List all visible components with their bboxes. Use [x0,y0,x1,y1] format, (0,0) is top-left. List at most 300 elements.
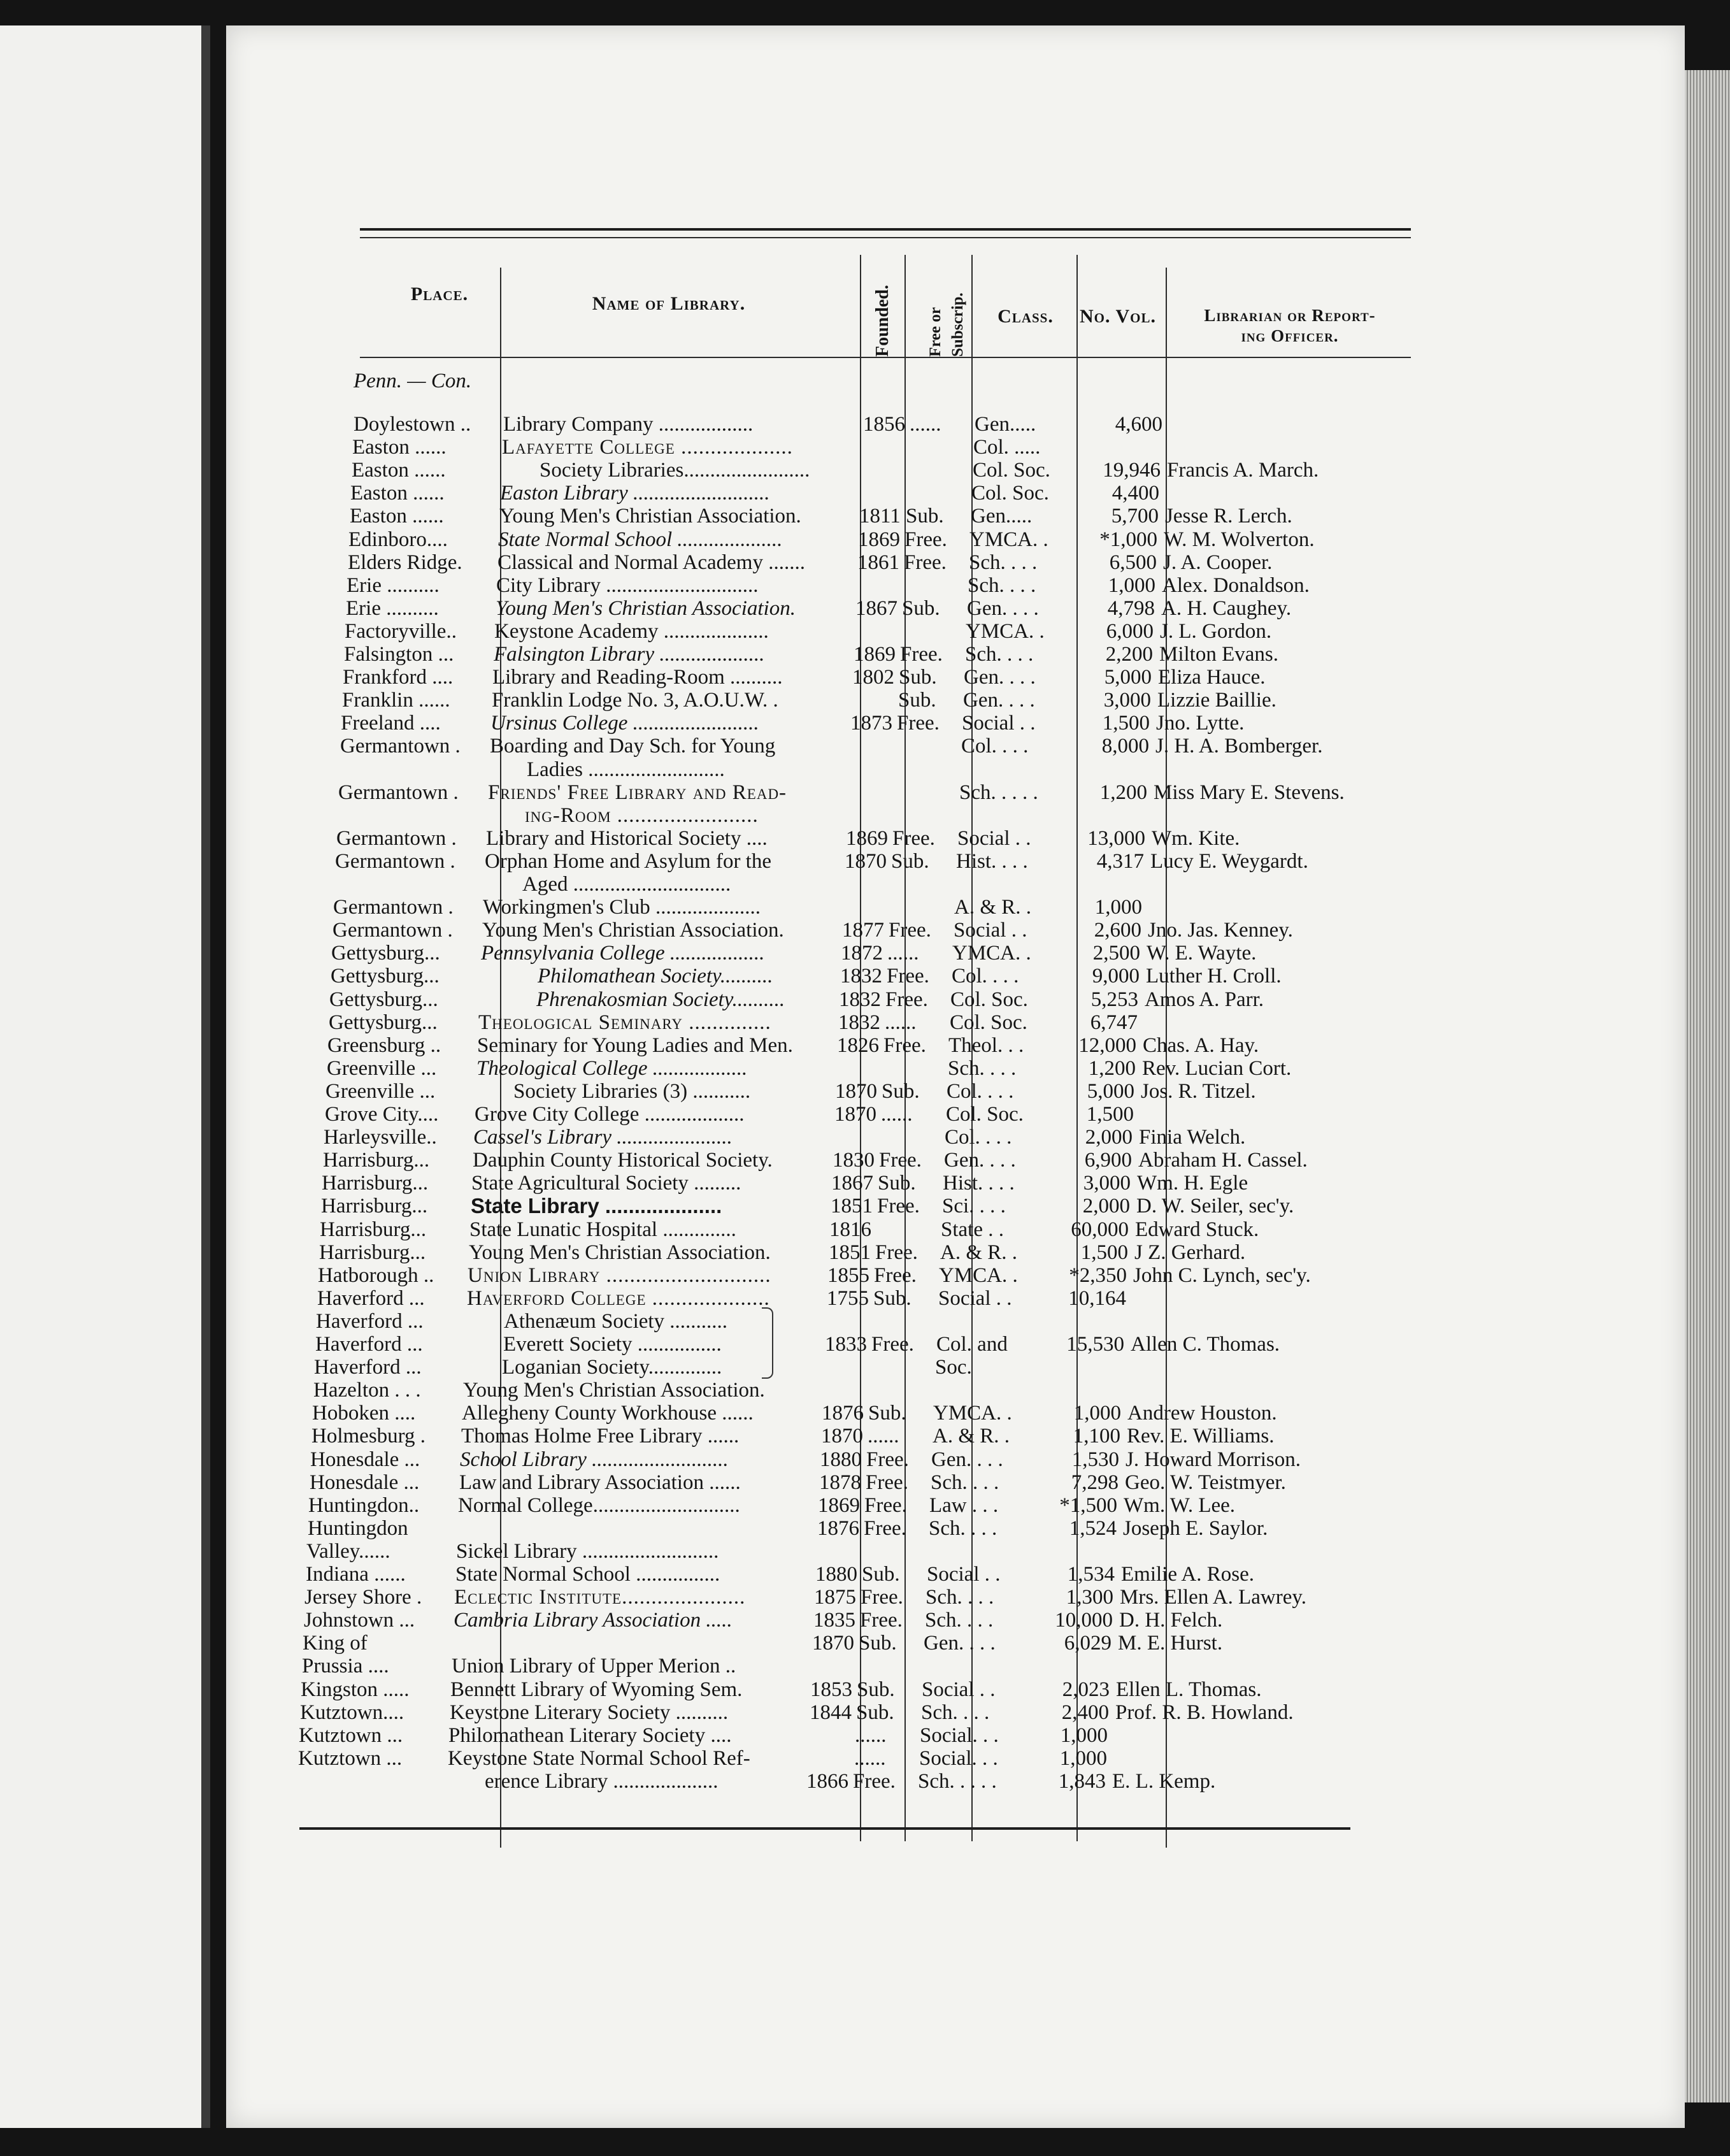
cell-free: Sub. [899,666,937,689]
cell-vol: 2,200 [1105,643,1153,666]
cell-place: Germantown . [332,919,453,942]
cell-free: Sub. [859,1632,897,1655]
cell-place: Kingston ..... [301,1678,410,1701]
cell-founded: 1851 [829,1241,871,1264]
cell-founded: 1844 [810,1701,852,1724]
cell-vol: 2,400 [1061,1701,1109,1724]
cell-founded: 1832 [838,1011,880,1034]
cell-name: Library and Reading-Room .......... [492,666,783,689]
cell-name: Philomathean Literary Society .... [448,1724,732,1747]
table-row [0,1770,1730,1793]
cell-place: King of [303,1632,368,1655]
cell-name: Young Men's Christian Association. [463,1379,765,1402]
cell-vol: 3,000 [1103,689,1151,712]
table-row [0,1678,1730,1701]
cell-name: Ladies .......................... [527,758,725,781]
table-row [0,1195,1730,1218]
cell-vol: 10,164 [1068,1287,1126,1310]
cell-place: Harrisburg... [322,1172,429,1195]
cell-name: Grove City College ................... [475,1103,745,1126]
cell-place: Freeland .... [341,712,441,735]
cell-founded: 1855 [827,1264,869,1287]
cell-founded: 1876 [822,1402,864,1425]
state-continued-label: Penn. — Con. [354,370,472,392]
cell-place: Hazelton . . . [313,1379,421,1402]
cell-vol: 1,100 [1073,1425,1120,1448]
cell-place: Gettysburg... [331,942,440,965]
cell-founded: 1867 [855,597,897,620]
cell-class: Sch. . . . [925,1609,994,1632]
cell-founded: 1830 [833,1149,875,1172]
cell-free: Sub. [857,1678,895,1701]
cell-vol: 1,000 [1059,1747,1107,1770]
table-row [0,1034,1730,1057]
cell-founded: 1869 [854,643,896,666]
cell-place: Holmesburg . [311,1425,426,1448]
cell-name: State Agricultural Society ......... [471,1172,741,1195]
cell-free: Sub. [873,1287,911,1310]
cell-founded: 1872 [841,942,883,965]
cell-place: Easton ...... [350,505,444,528]
cell-founded: 1869 [846,827,888,850]
cell-librarian: Wm. W. Lee. [1124,1494,1236,1517]
cell-founded: 1870 [834,1103,876,1126]
cell-vol: *2,350 [1069,1264,1127,1287]
cell-founded: 1870 [845,850,887,873]
cell-name: Keystone Literary Society .......... [450,1701,729,1724]
cell-vol: 1,000 [1094,896,1142,919]
cell-place: Huntingdon.. [308,1494,420,1517]
cell-vol: 60,000 [1071,1218,1129,1241]
cell-free: Free. [892,827,935,850]
cell-free: Sub. [891,850,929,873]
cell-name: Orphan Home and Asylum for the [485,850,771,873]
cell-place: Harrisburg... [323,1149,430,1172]
cell-class: Social . . [962,712,1036,735]
cell-place: Haverford ... [314,1356,422,1379]
table-row [0,804,1730,827]
cell-librarian: Jno. Lytte. [1156,712,1245,735]
cell-vol: 6,029 [1064,1632,1112,1655]
cell-librarian: J. A. Cooper. [1163,551,1273,574]
cell-place: Harrisburg... [321,1195,428,1218]
cell-class: YMCA. . [969,528,1048,551]
cell-founded: 1866 [806,1770,848,1793]
cell-place: Greenville ... [325,1080,436,1103]
cell-free: ...... [854,1747,886,1770]
cell-librarian: Wm. Kite. [1152,827,1240,850]
cell-place: Erie .......... [346,597,439,620]
cell-place: Kutztown.... [300,1701,404,1724]
cell-librarian: Eliza Hauce. [1158,666,1266,689]
cell-name: Normal College............................ [458,1494,740,1517]
cell-librarian: Francis A. March. [1167,459,1319,482]
cell-vol: 6,900 [1084,1149,1132,1172]
table-row [0,643,1730,666]
cell-vol: 3,000 [1083,1172,1131,1195]
cell-librarian: Amos A. Parr. [1145,988,1264,1011]
cell-name: State Library .................... [471,1195,722,1218]
cell-vol: 5,700 [1111,505,1159,528]
cell-class: Hist. . . . [956,850,1028,873]
cell-vol: 1,500 [1086,1103,1134,1126]
cell-vol: 6,500 [1109,551,1157,574]
cell-class: Social. . . [920,1724,999,1747]
top-thin-rule [360,237,1411,238]
header-librarian-2: ing Officer. [1241,326,1339,345]
cell-librarian: Abraham H. Cassel. [1138,1149,1308,1172]
cell-free: Free. [879,1149,922,1172]
cell-founded: 1832 [839,988,881,1011]
cell-place: Germantown . [335,850,455,873]
cell-place: Germantown . [338,781,459,804]
bottom-rule [299,1827,1350,1830]
cell-vol: 2,600 [1094,919,1141,942]
cell-place: Haverford ... [317,1287,425,1310]
cell-librarian: Rev. Lucian Cort. [1142,1057,1292,1080]
cell-place: Johnstown ... [304,1609,415,1632]
cell-class: Gen. . . . [944,1149,1016,1172]
cell-class: State . . [941,1218,1004,1241]
cell-place: Gettysburg... [329,988,438,1011]
cell-vol: 4,798 [1107,597,1155,620]
cell-librarian: M. E. Hurst. [1118,1632,1223,1655]
cell-vol: 2,000 [1082,1195,1130,1218]
cell-vol: 1,200 [1088,1057,1136,1080]
table-row [0,850,1730,873]
cell-librarian: Jos. R. Titzel. [1141,1080,1256,1103]
cell-free: Free. [883,1034,926,1057]
cell-vol: 1,530 [1071,1448,1119,1471]
cell-class: Social . . [927,1563,1001,1586]
cell-class: A. & R. . [940,1241,1018,1264]
cell-place: Easton ...... [352,459,446,482]
cell-place: Doylestown .. [354,413,471,436]
cell-class: Sch. . . . [926,1586,994,1609]
cell-name: Keystone Academy .................... [494,620,769,643]
cell-class: YMCA. . [952,942,1031,965]
cell-free: Free. [866,1448,909,1471]
cell-librarian: Jno. Jas. Kenney. [1148,919,1293,942]
cell-founded: 1876 [817,1517,859,1540]
cell-name: Young Men's Christian Association. [496,597,796,620]
cell-free: Free. [900,643,943,666]
cell-librarian: Wm. H. Egle [1137,1172,1248,1195]
table-row [0,988,1730,1011]
table-row [0,505,1730,528]
cell-librarian: Allen C. Thomas. [1131,1333,1280,1356]
cell-free: Sub. [906,505,944,528]
cell-vol: 5,000 [1087,1080,1134,1103]
cell-free: Free. [861,1586,903,1609]
cell-name: Boarding and Day Sch. for Young [490,735,776,758]
cell-place: Jersey Shore . [304,1586,422,1609]
cell-founded: 1833 [825,1333,867,1356]
cell-free: Sub. [898,689,936,712]
cell-librarian: Prof. R. B. Howland. [1115,1701,1294,1724]
cell-librarian: J. L. Gordon. [1160,620,1272,643]
table-row [0,758,1730,781]
table-row [0,827,1730,850]
cell-free: Free. [860,1609,903,1632]
cell-class: Sch. . . . [921,1701,990,1724]
cell-free: ...... [868,1425,899,1448]
cell-librarian: Finia Welch. [1139,1126,1246,1149]
table-row [0,1287,1730,1310]
cell-place: Germantown . [336,827,457,850]
cell-name: State Normal School ................ [455,1563,720,1586]
cell-founded: 1877 [842,919,884,942]
table-row [0,1333,1730,1356]
cell-free: Free. [853,1770,896,1793]
cell-librarian: Lucy E. Weygardt. [1150,850,1308,873]
table-row [0,1471,1730,1494]
cell-founded: 1878 [819,1471,861,1494]
table-row [0,1126,1730,1149]
cell-free: ...... [855,1724,887,1747]
cell-name: ing-Room ........................ [525,804,759,827]
cell-place: Valley...... [306,1540,390,1563]
cell-place: Hatborough .. [318,1264,434,1287]
cell-free: Free. [904,528,947,551]
cell-name: Philomathean Society.......... [538,965,773,988]
cell-name: Society Libraries (3) ........... [513,1080,751,1103]
cell-name: Loganian Society.............. [502,1356,722,1379]
cell-class: Theol. . . [948,1034,1024,1057]
cell-class: Col. and [936,1333,1008,1356]
table-row [0,436,1730,459]
cell-place: Kutztown ... [298,1747,403,1770]
cell-class: Gen. . . . [931,1448,1003,1471]
cell-class: Social . . [938,1287,1012,1310]
cell-name: Young Men's Christian Association. [482,919,784,942]
cell-librarian: A. H. Caughey. [1161,597,1292,620]
cell-free: Free. [877,1195,920,1218]
cell-free: ...... [881,1103,913,1126]
cell-librarian: Joseph E. Saylor. [1123,1517,1268,1540]
cell-class: Gen. . . . [924,1632,996,1655]
cell-name: Falsington Library .................... [494,643,765,666]
cell-name: Everett Society ................ [503,1333,722,1356]
cell-vol: 5,000 [1104,666,1152,689]
cell-librarian: Lizzie Baillie. [1157,689,1276,712]
cell-class: Col. Soc. [946,1103,1024,1126]
cell-free: ...... [885,1011,917,1034]
cell-librarian: E. L. Kemp. [1112,1770,1216,1793]
cell-name: Classical and Normal Academy ....... [497,551,805,574]
cell-vol: 1,300 [1066,1586,1113,1609]
table-row [0,1563,1730,1586]
cell-vol: 10,000 [1055,1609,1113,1632]
cell-name: Franklin Lodge No. 3, A.O.U.W. . [492,689,778,712]
cell-class: Sch. . . . [969,551,1038,574]
cell-vol: *1,500 [1059,1494,1117,1517]
cell-name: State Lunatic Hospital .............. [469,1218,736,1241]
table-row [0,735,1730,758]
cell-name: Ursinus College ........................ [490,712,759,735]
cell-librarian: J. Howard Morrison. [1126,1448,1301,1471]
cell-founded: 1853 [810,1678,852,1701]
cell-place: Easton ...... [352,436,447,459]
cell-founded: 1875 [814,1586,856,1609]
header-free-1: Free or [927,307,944,357]
cell-place: Harrisburg... [319,1241,426,1264]
cell-free: Free. [864,1494,907,1517]
cell-class: Col. . . . [947,1080,1014,1103]
cell-librarian: Milton Evans. [1159,643,1278,666]
cell-founded: 1869 [858,528,900,551]
table-row [0,1149,1730,1172]
table-row [0,919,1730,942]
cell-founded: 1873 [850,712,892,735]
table-row [0,1379,1730,1402]
cell-place: Haverford ... [315,1333,423,1356]
cell-place: Elders Ridge. [348,551,462,574]
cell-class: Soc. [935,1356,972,1379]
header-founded: Founded. [873,285,892,357]
cell-free: Sub. [856,1701,894,1724]
cell-librarian: Alex. Donaldson. [1162,574,1310,597]
table-row [0,1264,1730,1287]
cell-class: Social . . [922,1678,996,1701]
table-row [0,1218,1730,1241]
cell-class: Sch. . . . [948,1057,1017,1080]
cell-class: Col. Soc. [971,482,1049,505]
cell-place: Prussia .... [302,1655,389,1678]
cell-class: Col. . . . [945,1126,1012,1149]
cell-name: Friends' Free Library and Read- [488,781,787,804]
cell-librarian: John C. Lynch, sec'y. [1133,1264,1311,1287]
cell-place: Germantown . [340,735,461,758]
cell-vol: 7,298 [1071,1471,1119,1494]
cell-place: Falsington ... [344,643,454,666]
cell-name: City Library ............................. [496,574,759,597]
table-row [0,1586,1730,1609]
cell-vol: 1,843 [1058,1770,1106,1793]
cell-founded: 1870 [835,1080,877,1103]
cell-librarian: D. H. Felch. [1119,1609,1223,1632]
cell-class: Gen..... [975,413,1036,436]
cell-free: Free. [875,1241,918,1264]
cell-name: School Library .......................... [460,1448,729,1471]
cell-name: Young Men's Christian Association. [499,505,801,528]
header-name: Name of Library. [592,293,746,314]
cell-vol: 13,000 [1087,827,1145,850]
cell-free: Free. [866,1471,908,1494]
cell-name: Easton Library .......................... [500,482,770,505]
cell-class: Sch. . . . . [959,781,1038,804]
cell-vol: 6,747 [1090,1011,1138,1034]
cell-name: Aged .............................. [522,873,731,896]
cell-vol: 1,500 [1080,1241,1128,1264]
table-row [0,1747,1730,1770]
cell-name: Phrenakosmian Society.......... [536,988,785,1011]
cell-vol: 6,000 [1106,620,1154,643]
cell-free: ...... [887,942,919,965]
cell-place: Germantown . [333,896,454,919]
cell-founded: 1856 [863,413,905,436]
table-row [0,1356,1730,1379]
table-row [0,689,1730,712]
table-row [0,574,1730,597]
cell-free: Free. [864,1517,906,1540]
cell-class: Col. Soc. [973,459,1050,482]
table-row [0,1425,1730,1448]
cell-place: Edinboro.... [348,528,448,551]
cell-place: Gettysburg... [329,1011,438,1034]
cell-vol: 2,500 [1092,942,1140,965]
cell-class: YMCA. . [939,1264,1018,1287]
cell-place: Easton ...... [350,482,445,505]
cell-librarian: Ellen L. Thomas. [1116,1678,1262,1701]
cell-name: Allegheny County Workhouse ...... [462,1402,754,1425]
cell-librarian: Luther H. Croll. [1146,965,1282,988]
cell-name: Haverford College .................... [467,1287,770,1310]
cell-vol: 1,200 [1099,781,1147,804]
cell-vol: 5,253 [1090,988,1138,1011]
cell-librarian: W. M. Wolverton. [1164,528,1315,551]
cell-class: A. & R. . [954,896,1032,919]
cell-founded: 1870 [821,1425,863,1448]
cell-librarian: Geo. W. Teistmyer. [1125,1471,1286,1494]
table-row [0,1609,1730,1632]
header-class: Class. [997,306,1054,327]
cell-place: Haverford ... [316,1310,424,1333]
cell-founded: 1802 [852,666,894,689]
cell-class: Gen..... [971,505,1033,528]
cell-place: Harleysville.. [324,1126,437,1149]
cell-free: Sub. [862,1563,900,1586]
table-row [0,1448,1730,1471]
cell-librarian: J. H. A. Bomberger. [1155,735,1323,758]
table-row [0,620,1730,643]
cell-class: Social . . [954,919,1027,942]
table-row [0,896,1730,919]
cell-class: Sch. . . . [968,574,1036,597]
cell-founded: 1755 [827,1287,869,1310]
cell-class: Gen. . . . [964,666,1036,689]
cell-class: Col. Soc. [950,1011,1027,1034]
cell-vol: 19,946 [1103,459,1161,482]
cell-place: Indiana ...... [306,1563,406,1586]
cell-free: Free. [897,712,940,735]
header-librarian-1: Librarian or Report- [1204,306,1376,325]
cell-founded: 1861 [857,551,899,574]
table-row [0,1057,1730,1080]
cell-librarian: J Z. Gerhard. [1134,1241,1246,1264]
cell-place: Harrisburg... [320,1218,427,1241]
table-row [0,1402,1730,1425]
cell-librarian: Emilie A. Rose. [1121,1563,1254,1586]
table-row [0,1241,1730,1264]
table-row [0,1011,1730,1034]
cell-name: State Normal School .................... [498,528,783,551]
table-row [0,1517,1730,1540]
cell-librarian: Chas. A. Hay. [1143,1034,1259,1057]
cell-name: Pennsylvania College .................. [481,942,765,965]
cell-class: Gen. . . . [967,597,1039,620]
table-row [0,1172,1730,1195]
table-row [0,459,1730,482]
cell-name: Sickel Library .......................... [456,1540,719,1563]
cell-free: ...... [910,413,941,436]
cell-free: Sub. [878,1172,916,1195]
cell-vol: 15,530 [1066,1333,1124,1356]
cell-name: Cassel's Library ...................... [473,1126,733,1149]
cell-vol: *1,000 [1099,528,1157,551]
cell-vol: 1,534 [1067,1563,1115,1586]
cell-class: Sch. . . . [965,643,1034,666]
